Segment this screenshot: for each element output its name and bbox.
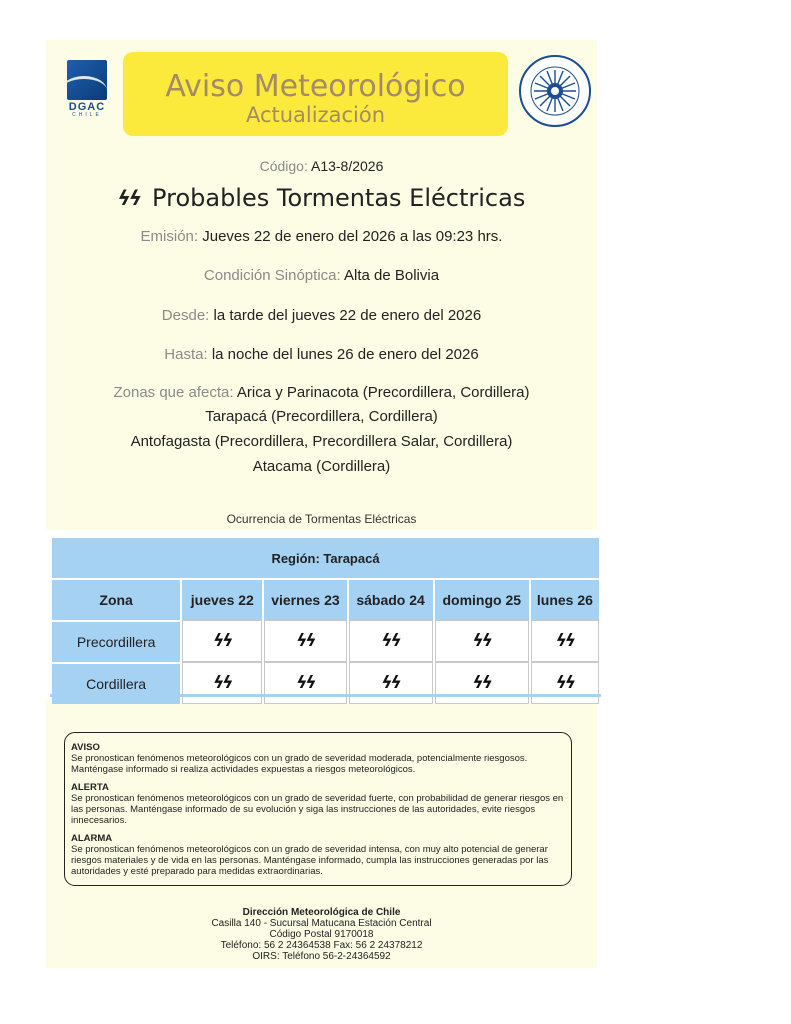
footer-address: Casilla 140 - Sucursal Matucana Estación Central bbox=[211, 918, 432, 929]
until-line bbox=[46, 346, 597, 363]
severity-legend bbox=[64, 732, 572, 886]
region-header: Región: Tarapacá bbox=[52, 538, 599, 578]
forecast-cell bbox=[182, 662, 262, 704]
column-header: lunes 26 bbox=[531, 578, 599, 620]
thunderstorm-icon: ϟϟ bbox=[472, 673, 491, 693]
table-caption: Ocurrencia de Tormentas Eléctricas bbox=[226, 512, 417, 526]
zone-item: Tarapacá (Precordillera, Cordillera) bbox=[205, 408, 438, 425]
zone-item: Arica y Parinacota (Precordillera, Cordillera) bbox=[236, 384, 530, 401]
footer-oirs: OIRS: Teléfono 56-2-24364592 bbox=[252, 951, 391, 962]
column-header: viernes 23 bbox=[264, 578, 346, 620]
forecast-cell bbox=[264, 662, 346, 704]
zone-name: Precordillera bbox=[52, 620, 180, 662]
code-line bbox=[46, 158, 597, 174]
from-value: la tarde del jueves 22 de enero del 2026 bbox=[213, 307, 482, 324]
thunderstorm-icon: ϟϟ bbox=[117, 186, 141, 210]
occurrence-table bbox=[50, 538, 601, 704]
thunderstorm-icon: ϟϟ bbox=[213, 631, 232, 651]
code-label: Código: bbox=[259, 158, 308, 174]
zones-line bbox=[46, 384, 597, 401]
table-row bbox=[52, 662, 599, 704]
synoptic-label: Condición Sinóptica: bbox=[203, 267, 341, 284]
legend-alerta-title: ALERTA bbox=[71, 782, 109, 793]
forecast-cell bbox=[435, 620, 529, 662]
banner-subtitle: Actualización bbox=[245, 103, 386, 127]
until-value: la noche del lunes 26 de enero del 2026 bbox=[211, 346, 479, 363]
legend-alerta-text: Se pronostican fenómenos meteorológicos con un grado de severidad fuerte, con probabilidad de generar riesgos en las personas. Manténgase informado de su evolución y siga las instrucciones de las autoridades, evite riesgos innecesarios. bbox=[71, 793, 564, 826]
zones-label: Zonas que afecta: bbox=[113, 384, 234, 401]
zone-name: Cordillera bbox=[52, 662, 180, 704]
zone-item: Atacama (Cordillera) bbox=[252, 458, 391, 475]
footer-phone: Teléfono: 56 2 24364538 Fax: 56 2 24378212 bbox=[220, 940, 423, 951]
meteochile-seal-icon bbox=[519, 55, 591, 127]
table-bottom-divider bbox=[50, 694, 601, 697]
thunderstorm-icon: ϟϟ bbox=[296, 673, 315, 693]
footer-postal: Código Postal 9170018 bbox=[269, 929, 374, 940]
legend-alarma-title: ALARMA bbox=[71, 833, 113, 844]
issued-value: Jueves 22 de enero del 2026 a las 09:23 hrs. bbox=[202, 228, 503, 245]
thunderstorm-icon: ϟϟ bbox=[296, 631, 315, 651]
thunderstorm-icon: ϟϟ bbox=[555, 673, 575, 693]
synoptic-line bbox=[46, 267, 597, 284]
forecast-cell bbox=[182, 620, 262, 662]
dgac-logo bbox=[64, 60, 110, 122]
thunderstorm-icon: ϟϟ bbox=[555, 631, 575, 651]
column-header: jueves 22 bbox=[182, 578, 262, 620]
code-value: A13-8/2026 bbox=[310, 158, 384, 174]
banner-title: Aviso Meteorológico bbox=[165, 69, 466, 104]
footer-org: Dirección Meteorológica de Chile bbox=[242, 907, 401, 918]
table-header-row bbox=[52, 578, 599, 620]
dgac-emblem-icon bbox=[67, 60, 107, 100]
column-header: sábado 24 bbox=[349, 578, 433, 620]
legend-aviso-title: AVISO bbox=[71, 742, 100, 753]
legend-aviso-text: Se pronostican fenómenos meteorológicos con un grado de severidad moderada, potencialmente riesgosos. Manténgase informado si realiza actividades expuestas a riesgos meteorológicos. bbox=[71, 753, 528, 775]
dgac-logo-subtext: CHILE bbox=[72, 112, 102, 118]
warning-title bbox=[46, 184, 597, 212]
issued-line bbox=[46, 228, 597, 245]
forecast-cell bbox=[264, 620, 346, 662]
title-banner bbox=[123, 52, 508, 136]
zone-item: Antofagasta (Precordillera, Precordillera Salar, Cordillera) bbox=[130, 433, 513, 450]
thunderstorm-icon: ϟϟ bbox=[213, 673, 232, 693]
thunderstorm-icon: ϟϟ bbox=[381, 631, 400, 651]
forecast-cell bbox=[349, 662, 433, 704]
column-header: Zona bbox=[52, 578, 180, 620]
issued-label: Emisión: bbox=[140, 228, 199, 245]
until-label: Hasta: bbox=[164, 346, 208, 363]
dgac-logo-text: DGAC bbox=[68, 101, 106, 113]
legend-alarma-text: Se pronostican fenómenos meteorológicos con un grado de severidad intensa, con muy alto potencial de generar riesgos materiales y de vida en las personas. Manténgase informado, cumpla las instrucciones generadas por las autoridades y esté preparado para medidas extraordinarias. bbox=[71, 844, 549, 877]
from-line bbox=[46, 307, 597, 324]
forecast-cell bbox=[531, 662, 599, 704]
synoptic-value: Alta de Bolivia bbox=[344, 267, 440, 284]
warning-title-text: Probables Tormentas Eléctricas bbox=[152, 184, 526, 212]
thunderstorm-icon: ϟϟ bbox=[472, 631, 491, 651]
table-row bbox=[52, 620, 599, 662]
forecast-cell bbox=[531, 620, 599, 662]
column-header: domingo 25 bbox=[435, 578, 529, 620]
forecast-cell bbox=[435, 662, 529, 704]
forecast-cell bbox=[349, 620, 433, 662]
footer-contact bbox=[46, 907, 597, 962]
thunderstorm-icon: ϟϟ bbox=[381, 673, 400, 693]
from-label: Desde: bbox=[161, 307, 210, 324]
